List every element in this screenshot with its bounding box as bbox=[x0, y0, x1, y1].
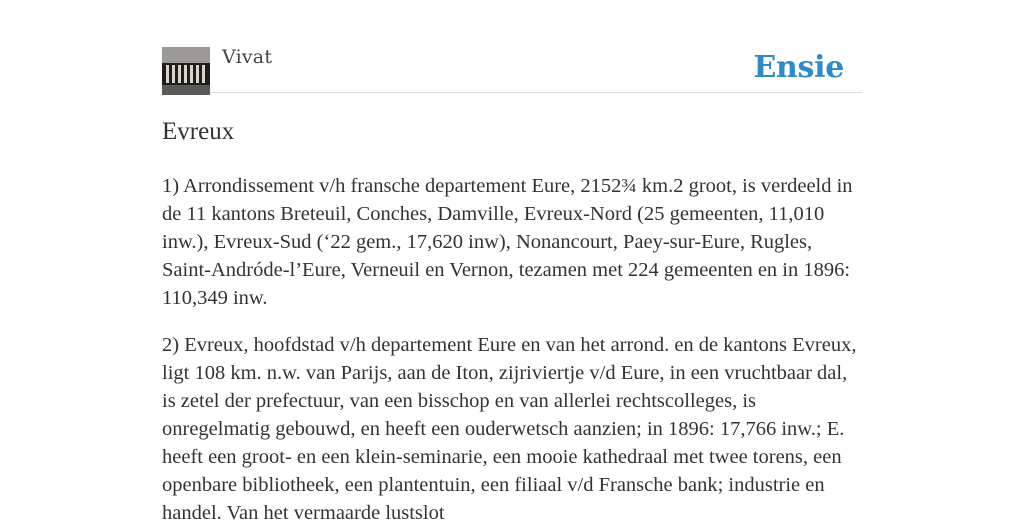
entry-body bbox=[162, 172, 862, 527]
entry-title: Evreux bbox=[162, 118, 235, 145]
brand-logo[interactable]: Ensie bbox=[753, 50, 844, 85]
avatar[interactable] bbox=[162, 47, 210, 95]
page bbox=[162, 0, 862, 527]
avatar-image bbox=[162, 47, 210, 95]
author-name[interactable]: Vivat bbox=[222, 46, 273, 68]
entry-paragraph: 2) Evreux, hoofdstad v/h departement Eure en van het arrond. en de kantons Evreux, ligt 108 km. n.w. van Parijs, aan de Iton, zijriviertje v/d Eure, in een vruchtbaar dal, is zetel der prefectuur, van een bisschop en van allerlei rechtscolleges, is onregelmatig gebouwd, en heeft een ouderwetsch aanzien; in 1896: 17,766 inw.; E. heeft een groot- en een klein-seminarie, een mooie kathedraal met twee torens, een openbare bibliotheek, een plantentuin, een filiaal v/d Fransche bank; industrie en handel. Van het vermaarde lustslot bbox=[162, 334, 857, 524]
header bbox=[162, 0, 862, 93]
entry-paragraph: 1) Arrondissement v/h fransche departement Eure, 2152¾ km.2 groot, is verdeeld in de 11 kantons Breteuil, Conches, Damville, Evreux-Nord (25 gemeenten, 11,010 inw.), Evreux-Sud (‘22 gem., 17,620 inw), Nonancourt, Paey-sur-Eure, Rugles, Saint-Andróde-l’Eure, Verneuil en Vernon, tezamen met 224 gemeenten en in 1896: 110,349 inw. bbox=[162, 175, 853, 309]
